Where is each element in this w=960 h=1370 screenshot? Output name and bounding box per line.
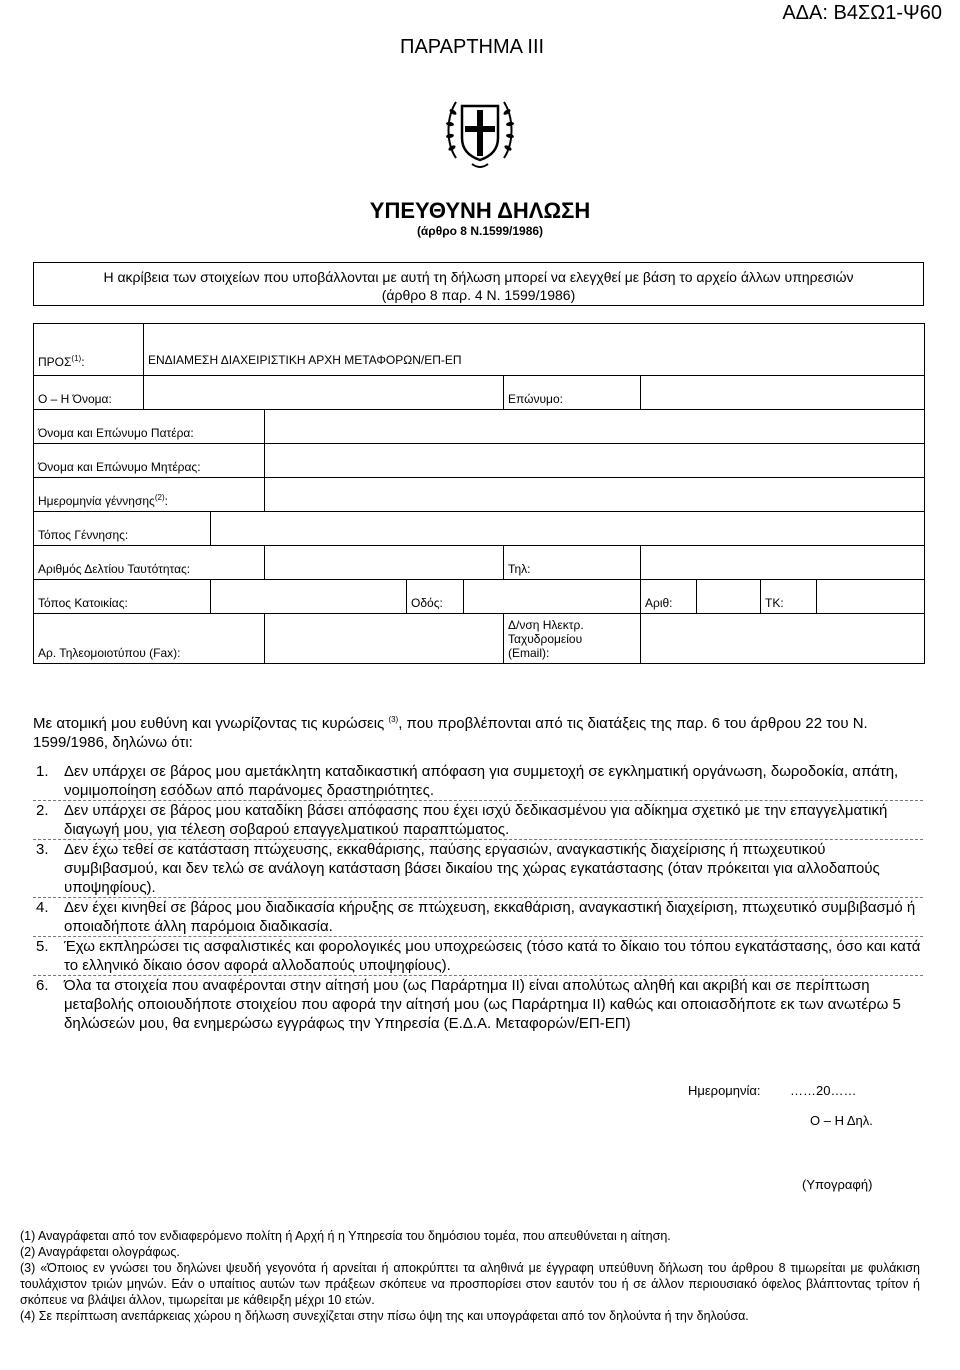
birth-date-field[interactable] (265, 478, 925, 512)
first-name-field[interactable] (144, 376, 504, 410)
date-value[interactable]: ……20…… (790, 1083, 857, 1098)
street-number-field[interactable] (697, 580, 761, 614)
postal-code-field[interactable] (817, 580, 925, 614)
phone-field[interactable] (641, 546, 925, 580)
first-name-label: Ο – Η Όνομα: (34, 376, 144, 410)
mother-name-field[interactable] (265, 444, 925, 478)
fax-field[interactable] (265, 614, 504, 664)
residence-label: Τόπος Κατοικίας: (34, 580, 211, 614)
birth-place-field[interactable] (211, 512, 925, 546)
email-field[interactable] (641, 614, 925, 664)
id-number-field[interactable] (265, 546, 504, 580)
declaration-item: 5. Έχω εκπληρώσει τις ασφαλιστικές και φορολογικές μου υποχρεώσεις (τόσο κατά το δίκαιο του τόπου εγκατάστασης, όσο και κατά το ελληνικό δίκαιο όσον αφορά αλλοδαπούς υποψηφίους). (33, 937, 923, 976)
annex-title: ΠΑΡΑΡΤΗΜΑ ΙΙΙ (400, 36, 545, 58)
to-recipient: ΕΝΔΙΑΜΕΣΗ ΔΙΑΧΕΙΡΙΣΤΙΚΗ ΑΡΧΗ ΜΕΤΑΦΟΡΩΝ/ΕΠ-ΕΠ (144, 324, 925, 376)
id-number-label: Αριθμός Δελτίου Ταυτότητας: (34, 546, 265, 580)
document-title: ΥΠΕΥΘΥΝΗ ΔΗΛΩΣΗ (369, 198, 591, 223)
declarant-label: Ο – Η Δηλ. (810, 1113, 873, 1128)
declaration-item: 2. Δεν υπάρχει σε βάρος μου καταδίκη βάσει απόφασης που έχει ισχύ δεδικασμένου για αδίκημα σχετικό με την επαγγελματική διαγωγή μου, για τέλεση σοβαρού επαγγελματικού παραπτώματος. (33, 801, 923, 840)
declaration-list (33, 762, 923, 1033)
notice-line-1: Η ακρίβεια των στοιχείων που υποβάλλονται με αυτή τη δήλωση μπορεί να ελεγχθεί με βάση το αρχείο άλλων υπηρεσιών (103, 269, 854, 285)
footnote-4: (4) Σε περίπτωση ανεπάρκειας χώρου η δήλωση συνεχίζεται στην πίσω όψη της και υπογράφεται από τον δηλούντα ή την δηλούσα. (20, 1309, 749, 1323)
residence-field[interactable] (211, 580, 407, 614)
footnote-3: (3) «Όποιος εν γνώσει του δηλώνει ψευδή γεγονότα ή αρνείται ή αποκρύπτει τα αληθινά με έγγραφη υπεύθυνη δήλωση του άρθρου 8 τιμωρείται με φυλάκιση τουλάχιστον τριών μηνών. Εάν ο υπαίτιος αυτών των πράξεων σκόπευε να προσπορίσει στον εαυτόν του ή σε άλλον περιουσιακό όφελος βλάπτοντας τρίτον ή σκόπευε να βλάψει άλλον, τιμωρείται με κάθειρξη μέχρι 10 ετών. (20, 1261, 920, 1307)
ada-code: ΑΔΑ: Β4ΣΩ1-Ψ60 (782, 2, 942, 24)
hellenic-republic-seal-icon (442, 88, 518, 172)
fax-label: Αρ. Τηλεομοιοτύπου (Fax): (34, 614, 265, 664)
email-label: Δ/νση Ηλεκτρ. Ταχυδρομείου (Email): (504, 614, 641, 664)
surname-field[interactable] (641, 376, 925, 410)
postal-code-label: ΤΚ: (761, 580, 817, 614)
mother-name-label: Όνομα και Επώνυμο Μητέρας: (34, 444, 265, 478)
surname-label: Επώνυμο: (504, 376, 641, 410)
birth-date-label: Ημερομηνία γέννησης$^{(2)}$: (34, 478, 265, 512)
declaration-item: 1. Δεν υπάρχει σε βάρος μου αμετάκλητη καταδικαστική απόφαση για συμμετοχή σε εγκληματική οργάνωση, δωροδοκία, απάτη, νομιμοποίηση εσόδων από παράνομες δραστηριότητες. (33, 762, 923, 801)
father-name-field[interactable] (265, 410, 925, 444)
declaration-intro: Με ατομική μου ευθύνη και γνωρίζοντας τις κυρώσεις $^{(3)}$, που προβλέπονται από τις διατάξεις της παρ. 6 του άρθρου 22 του Ν. 1599/1986, δηλώνω ότι: (33, 715, 868, 751)
declaration-item: 3. Δεν έχω τεθεί σε κατάσταση πτώχευσης, εκκαθάρισης, παύσης εργασιών, αναγκαστικής διαχείρισης ή πτωχευτικού συμβιβασμού, και δεν τελώ σε ανάλογη κατάσταση βάσει δικαίου της χώρας εγκατάστασης (όταν πρόκειται για αλλοδαπούς υποψηφίους). (33, 840, 923, 898)
street-label: Οδός: (407, 580, 464, 614)
personal-details-form (33, 323, 925, 664)
footnote-1: (1) Αναγράφεται από τον ενδιαφερόμενο πολίτη ή Αρχή ή η Υπηρεσία του δημόσιου τομέα, που απευθύνεται η αίτηση. (20, 1229, 671, 1243)
footnotes (20, 1228, 920, 1324)
footnote-2: (2) Αναγράφεται ολογράφως. (20, 1245, 180, 1259)
street-field[interactable] (464, 580, 641, 614)
father-name-label: Όνομα και Επώνυμο Πατέρα: (34, 410, 265, 444)
street-number-label: Αριθ: (641, 580, 697, 614)
birth-place-label: Τόπος Γέννησης: (34, 512, 211, 546)
to-label: ΠΡΟΣ$^{(1)}$: (34, 324, 144, 376)
declaration-item: 4. Δεν έχει κινηθεί σε βάρος μου διαδικασία κήρυξης σε πτώχευση, εκκαθάριση, αναγκαστική διαχείριση, πτωχευτικό συμβιβασμό ή οποιαδήποτε άλλη παρόμοια διαδικασία. (33, 898, 923, 937)
date-label: Ημερομηνία: (688, 1083, 761, 1098)
verification-notice (33, 262, 924, 306)
signature-label: (Υπογραφή) (802, 1177, 873, 1192)
declaration-item: 6. Όλα τα στοιχεία που αναφέρονται στην αίτησή μου (ως Παράρτημα ΙΙ) είναι απολύτως αληθή και ακριβή και σε περίπτωση μεταβολής οποιουδήποτε στοιχείου που αφορά την αίτησή μου (ως Παράρτημα ΙΙ) καθώς και οποιασδήποτε εκ των ανωτέρω 5 δηλώσεών μου, θα ενημερώσω εγγράφως την Υπηρεσία (Ε.Δ.Α. Μεταφορών/ΕΠ-ΕΠ) (36, 977, 901, 1032)
document-subtitle: (άρθρο 8 Ν.1599/1986) (416, 224, 544, 238)
notice-line-2: (άρθρο 8 παρ. 4 Ν. 1599/1986) (381, 287, 576, 303)
phone-label: Τηλ: (504, 546, 641, 580)
